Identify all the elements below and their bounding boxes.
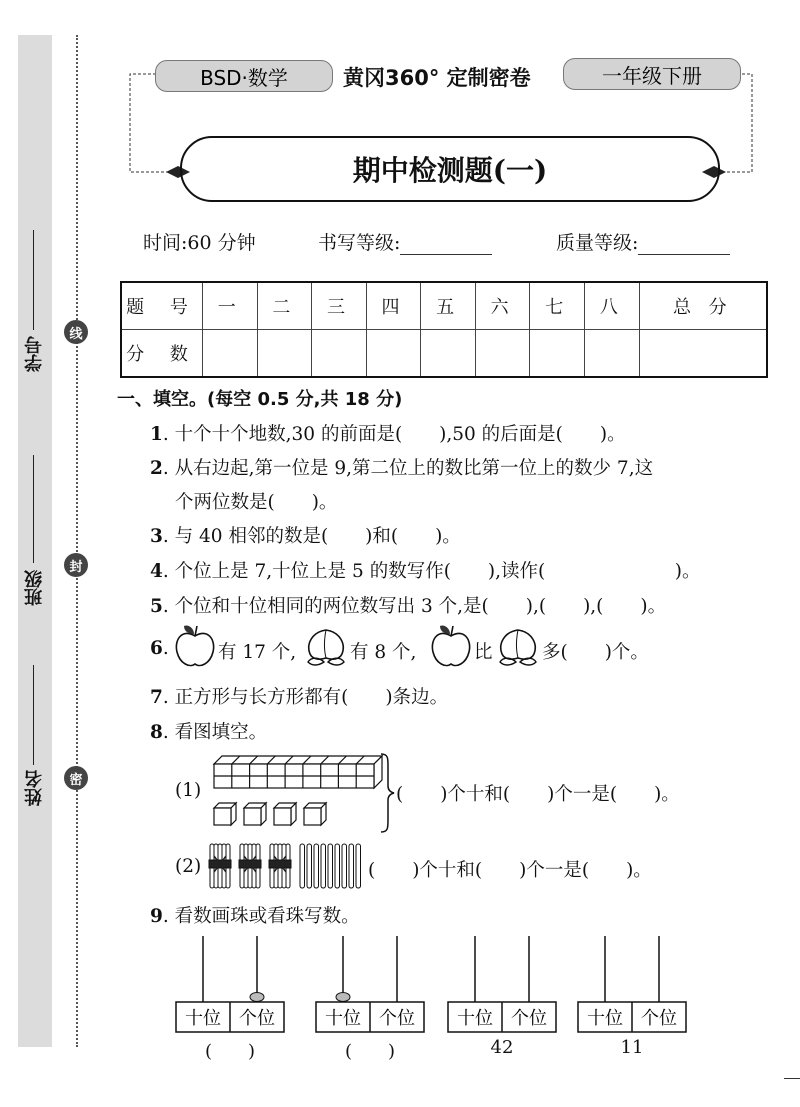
ones-label: 个位 <box>239 1008 275 1029</box>
question-7 <box>150 683 448 709</box>
writing-grade-field[interactable] <box>400 234 492 255</box>
stick-bundle <box>239 844 261 888</box>
tens-label: 十位 <box>325 1008 361 1029</box>
question-number: 2 <box>150 458 163 479</box>
question-number: 5 <box>150 596 163 617</box>
tens-label: 十位 <box>587 1008 623 1029</box>
quality-grade-label: 质量等级: <box>556 232 639 254</box>
question-5 <box>150 592 666 618</box>
header-cell: 六 <box>475 282 530 330</box>
question-number: 7 <box>150 687 163 708</box>
cut-line <box>76 35 78 1047</box>
q8-sub1-text: ( )个十和( )个一是( )。 <box>396 784 680 805</box>
question-1 <box>150 420 626 446</box>
writing-grade <box>318 228 492 255</box>
question-8 <box>150 718 267 744</box>
seal-feng: 封 <box>64 553 88 577</box>
abacus-answer[interactable]: ( ) <box>204 1041 256 1062</box>
q8-sub2-label: (2) <box>175 856 202 877</box>
question-2-cont: 个两位数是( )。 <box>175 492 338 513</box>
section-heading: 一、填空。(每空 0.5 分,共 18 分) <box>117 389 403 410</box>
binding-margin <box>18 35 52 1047</box>
score-cell[interactable] <box>312 330 367 378</box>
quality-grade-field[interactable] <box>638 234 730 255</box>
score-cell[interactable] <box>366 330 421 378</box>
question-6-part5: 多( )个。 <box>542 642 649 663</box>
bead <box>336 993 350 1002</box>
seal-mi: 密 <box>64 766 88 790</box>
question-2 <box>150 454 653 480</box>
header-cell: 八 <box>585 282 640 330</box>
unit-cube <box>304 803 326 825</box>
loose-stick <box>300 844 305 888</box>
bead <box>250 993 264 1002</box>
name-field <box>33 665 34 765</box>
loose-stick <box>356 844 361 888</box>
abacus-answer[interactable]: ( ) <box>344 1041 396 1062</box>
peach-icon <box>302 622 350 670</box>
grade-badge: 一年级下册 <box>563 58 741 90</box>
quality-grade <box>556 228 730 255</box>
student-id-field <box>33 230 34 330</box>
question-text: . 个位和十位相同的两位数写出 3 个,是( ),( ),( )。 <box>162 596 667 617</box>
sticks-bundles <box>208 840 370 892</box>
score-cell[interactable] <box>639 330 767 378</box>
score-cell[interactable] <box>585 330 640 378</box>
page-edge-mark <box>784 1078 800 1079</box>
base-ten-blocks <box>210 752 400 834</box>
question-number: 6 <box>150 638 163 659</box>
question-number: 9 <box>150 906 163 927</box>
score-label-cell: 分 数 <box>121 330 203 378</box>
stick-bundle <box>209 844 231 888</box>
header-cell: 总 分 <box>639 282 767 330</box>
apple-icon <box>172 622 218 670</box>
score-cell[interactable] <box>475 330 530 378</box>
question-text: . 个位上是 7,十位上是 5 的数写作( ),读作( )。 <box>162 561 701 582</box>
question-number: 4 <box>150 561 163 582</box>
loose-stick <box>307 844 312 888</box>
unit-cube <box>274 803 296 825</box>
question-text: . 正方形与长方形都有( )条边。 <box>162 687 449 708</box>
ten-rod <box>214 756 382 788</box>
header-cell: 七 <box>530 282 585 330</box>
question-text: . <box>162 638 169 659</box>
abacus[interactable] <box>316 936 424 1032</box>
score-cell[interactable] <box>203 330 258 378</box>
brand-title: 黄冈360° 定制密卷 <box>343 66 531 90</box>
question-text: . 与 40 相邻的数是( )和( )。 <box>162 526 461 547</box>
question-4 <box>150 557 700 583</box>
score-table <box>120 281 768 378</box>
name-label: 姓名 <box>24 770 45 806</box>
stick-bundle <box>269 844 291 888</box>
loose-stick <box>314 844 319 888</box>
question-text: . 从右边起,第一位是 9,第二位上的数比第一位上的数少 7,这 <box>162 458 654 479</box>
question-text: . 看数画珠或看珠写数。 <box>162 906 360 927</box>
header-cell: 二 <box>257 282 312 330</box>
peach-icon <box>494 622 542 670</box>
table-row <box>121 330 767 378</box>
question-9 <box>150 902 360 928</box>
question-text: . 看图填空。 <box>162 722 268 743</box>
apple-icon <box>428 622 474 670</box>
score-cell[interactable] <box>257 330 312 378</box>
question-text: . 十个十个地数,30 的前面是( ),50 的后面是( )。 <box>162 424 626 445</box>
loose-stick <box>321 844 326 888</box>
header-cell: 四 <box>366 282 421 330</box>
abacus-group <box>0 930 800 1040</box>
abacus[interactable] <box>578 936 686 1032</box>
header-cell: 题 号 <box>121 282 203 330</box>
student-id-label: 学号 <box>24 336 45 372</box>
loose-stick <box>335 844 340 888</box>
header-cell: 五 <box>421 282 476 330</box>
question-number: 1 <box>150 424 163 445</box>
abacus-answer: 11 <box>620 1037 644 1058</box>
q8-sub1-label: (1) <box>175 780 202 801</box>
table-row <box>121 282 767 330</box>
loose-stick <box>342 844 347 888</box>
question-6-part3: 有 8 个, <box>350 642 417 663</box>
header-cell: 一 <box>203 282 258 330</box>
question-number: 8 <box>150 722 163 743</box>
question-3 <box>150 522 461 548</box>
loose-stick <box>328 844 333 888</box>
score-cell[interactable] <box>421 330 476 378</box>
ones-label: 个位 <box>511 1008 547 1029</box>
exam-title: 期中检测题(一) <box>180 136 720 202</box>
q8-sub2-text: ( )个十和( )个一是( )。 <box>368 860 652 881</box>
time-limit: 时间:60 分钟 <box>143 232 256 254</box>
question-6-part2: 有 17 个, <box>218 642 297 663</box>
brace <box>378 752 398 834</box>
question-number: 3 <box>150 526 163 547</box>
score-cell[interactable] <box>530 330 585 378</box>
class-field <box>33 455 34 563</box>
tens-label: 十位 <box>457 1008 493 1029</box>
seal-xian: 线 <box>64 320 88 344</box>
abacus[interactable] <box>448 936 556 1032</box>
ones-label: 个位 <box>379 1008 415 1029</box>
question-6-part4: 比 <box>474 642 493 663</box>
series-badge: BSD·数学 <box>155 60 333 92</box>
tens-label: 十位 <box>185 1008 221 1029</box>
unit-cube <box>214 803 236 825</box>
ones-label: 个位 <box>641 1008 677 1029</box>
unit-cube <box>244 803 266 825</box>
header-cell: 三 <box>312 282 367 330</box>
abacus-answer: 42 <box>490 1037 514 1058</box>
class-label: 班级 <box>24 570 45 606</box>
abacus[interactable] <box>176 936 284 1032</box>
question-6 <box>150 638 169 659</box>
writing-grade-label: 书写等级: <box>318 232 401 254</box>
loose-stick <box>349 844 354 888</box>
